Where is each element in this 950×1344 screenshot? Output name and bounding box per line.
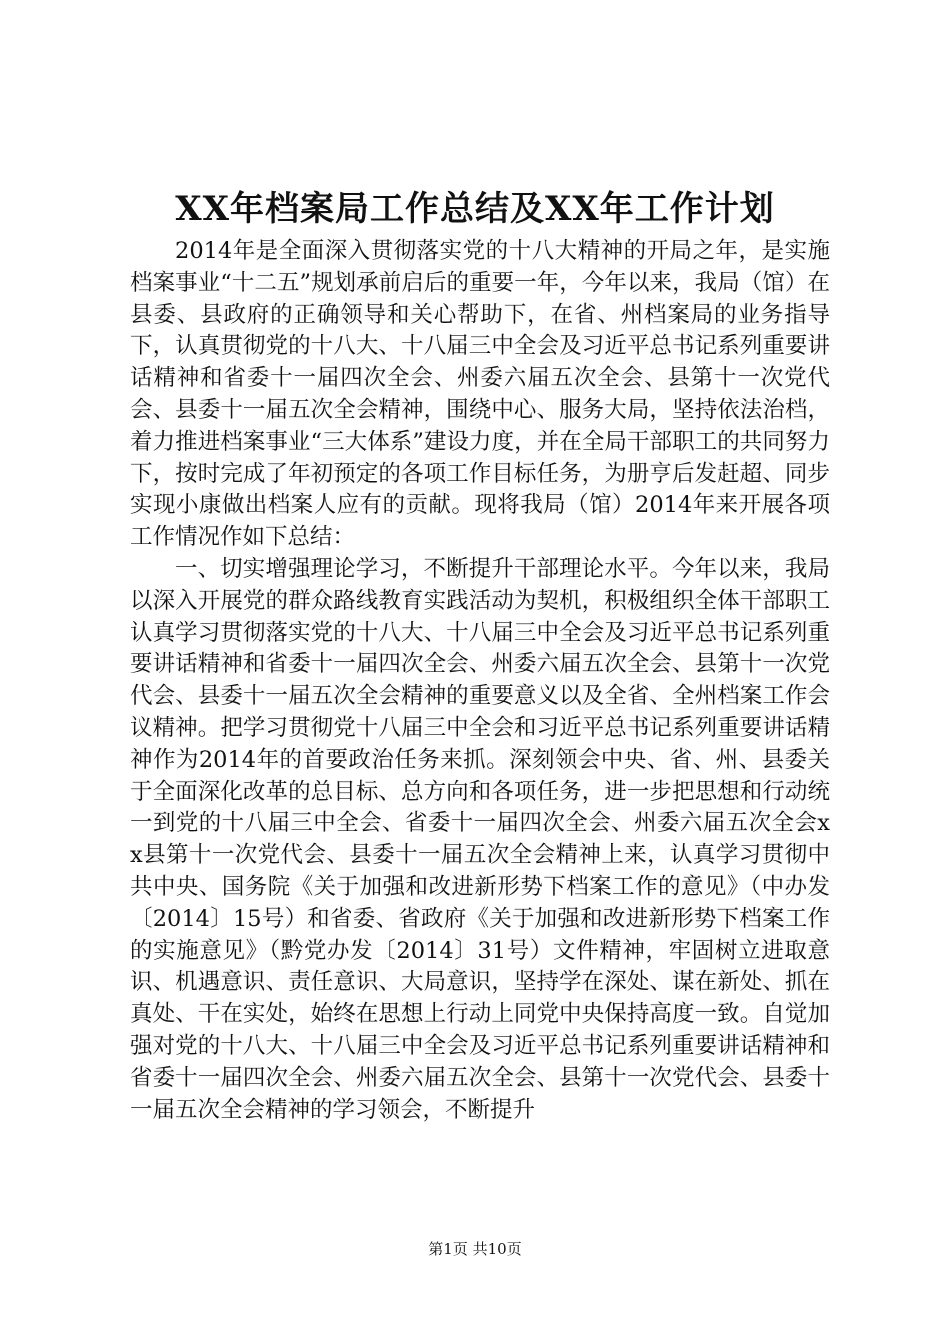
document-body — [130, 236, 830, 1126]
paragraph-section-one: 一、切实增强理论学习，不断提升干部理论水平。今年以来，我局以深入开展党的群众路线教育实践活动为契机，积极组织全体干部职工认真学习贯彻落实党的十八大、十八届三中全会及习近平总书记系列重要讲话精神和省委十一届四次全会、州委六届五次全会、县第十一次党代会、县委十一届五次全会精神的重要意义以及全省、全州档案工作会议精神。把学习贯彻党十八届三中全会和习近平总书记系列重要讲话精神作为2014年的首要政治任务来抓。深刻领会中央、省、州、县委关于全面深化改革的总目标、总方向和各项任务，进一步把思想和行动统一到党的十八届三中全会、省委十一届四次全会、州委六届五次全会xx县第十一次党代会、县委十一届五次全会精神上来，认真学习贯彻中共中央、国务院《关于加强和改进新形势下档案工作的意见》（中办发〔2014〕15号）和省委、省政府《关于加强和改进新形势下档案工作的实施意见》（黔党办发〔2014〕31号）文件精神，牢固树立进取意识、机遇意识、责任意识、大局意识，坚持学在深处、谋在新处、抓在真处、干在实处，始终在思想上行动上同党中央保持高度一致。自觉加强对党的十八大、十八届三中全会及习近平总书记系列重要讲话精神和省委十一届四次全会、州委六届五次全会、县第十一次党代会、县委十一届五次全会精神的学习领会，不断提升 — [130, 555, 830, 1123]
paragraph-intro: 2014年是全面深入贯彻落实党的十八大精神的开局之年，是实施档案事业“十二五”规划承前启后的重要一年，今年以来，我局（馆）在县委、县政府的正确领导和关心帮助下，在省、州档案局的业务指导下，认真贯彻党的十八大、十八届三中全会及习近平总书记系列重要讲话精神和省委十一届四次全会、州委六届五次全会、县第十一次党代会、县委十一届五次全会精神，围绕中心、服务大局，坚持依法治档，着力推进档案事业“三大体系”建设力度，并在全局干部职工的共同努力下，按时完成了年初预定的各项工作目标任务，为册亨后发赶超、同步实现小康做出档案人应有的贡献。现将我局（馆）2014年来开展各项工作情况作如下总结： — [130, 238, 830, 551]
document-title: XX年档案局工作总结及XX年工作计划 — [175, 189, 775, 229]
page-footer: 第1页 共10页 — [428, 1240, 522, 1258]
